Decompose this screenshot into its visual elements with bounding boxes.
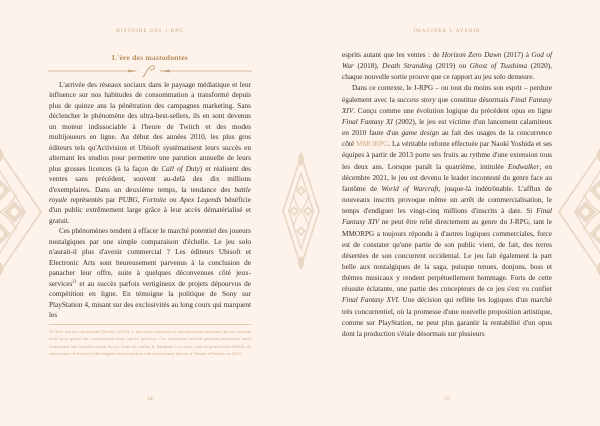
paragraph	[342, 50, 552, 83]
text-run: représentés par	[67, 195, 119, 204]
footnote: 23 Avec son fer représentant Destiny (2014), le jeu-service propose un enrichissement perpétuel de son contenu tarifé pour glaner une communauté aussi captive qu'active. Ces extensions souvent payantes permettent aussi d'entretenir une actualité autour du jeu avant de confier le flambeau à sa suite, mais la gestion très difficile de cette source de fond s'est développée aboutit parfois à de retentissants fiascos, à l'image d'Anthem en 2019.	[49, 329, 251, 357]
text-run: et au succès parfois vertigineux de projets dépourvus de compétition en ligne. En témoigne la politique de Sony sur PlayStation 4, misant sur des exclusivités au long cours qui marquent les	[49, 279, 251, 319]
text-run: (2002), le jeu est victime d'un lancement calamiteux en 2010 faute d'un	[342, 117, 552, 138]
italic-title: Fortnite	[142, 195, 167, 204]
text-run: ou	[166, 195, 180, 204]
text-run: (2019) ou	[432, 62, 470, 71]
text-run: (2020), chaque nouvelle sortie prouve que ce rapport au jeu solo demeure.	[342, 62, 552, 82]
italic-title: Horizon Zero Dawn	[441, 51, 502, 59]
text-run: L'arrivée des réseaux sociaux dans le paysage médiatique et leur influence sur nos habitudes de consommation a transformé depuis plus de quinze ans la pénétration des campagnes marketing. Sans déclencher le phénomène des ultra-best-sellers, ils en sont devenus un moteur indissociable à l'heure de Twitch et des modes multijoueurs en ligne. Au début des années 2010, les plus gros éditeurs tels qu'Activision et Ubisoft systématisent leurs succès en alternant les studios pour permettre une parution annuelle de leurs plus grosses licences (à la façon de	[49, 81, 251, 173]
italic-title: Apex Legends	[179, 195, 222, 204]
italic-title: Final Fantasy XIV	[342, 95, 552, 115]
text-run: , en décembre 2021, le jeu est devenu le leader incontesté du genre face au fantôme de	[342, 162, 553, 193]
text-run: (2018),	[353, 62, 383, 71]
damask-ornament-right-icon	[555, 148, 600, 276]
italic-title: Final Fantasy XIV	[342, 207, 552, 227]
text-run: ,	[137, 195, 143, 204]
italic-title: Endwalker	[507, 162, 540, 171]
italic-title: PUBG	[118, 195, 138, 204]
text-run: . La véritable refonte effectuée par Naoki Yoshida et ses équipes à partir de 2013 porte ses fruits au rythme d'une extension tous les deux ans. Lorsque paraît la quatrième, intitulée	[342, 140, 552, 171]
paragraph	[49, 80, 251, 226]
text-run: esprits autant que les ventes : de	[342, 51, 442, 59]
damask-ornament-left-icon	[0, 148, 45, 276]
body-text-left	[49, 80, 251, 320]
italic-title: World of Warcraft	[381, 184, 439, 193]
running-head-left: HISTOIRE DES J-RPG	[116, 29, 184, 34]
italic-title: success story	[397, 95, 436, 104]
text-run: ) et réalisent des ventes sans précédent, souvent au-delà des dix millions d'exemplaires. Dans un deuxième temps, la tendance des	[49, 164, 251, 194]
text-run: . Conçu comme une évolution logique du précédent opus en ligne	[353, 106, 552, 115]
text-run: , jusque-là indétrônable. L'afflux de nouveaux inscrits provoque même un arrêt de commercialisation, le temps d'endiguer les vingt-cinq millions d'inscrits à date. Si	[342, 184, 552, 216]
footnote-ref: 23	[72, 278, 77, 284]
italic-title: Call of Duty	[161, 164, 200, 173]
italic-title: Final Fantasy XVI	[342, 296, 398, 305]
text-run: . Une décision qui reflète les logiques d'un marché très concurrentiel, où la promesse d'une nouvelle proposition artistique, comme sur PlayStation, ne peut plus garantir la rentabilité d'un opus dont la production s'étale désormais sur plusieurs	[342, 296, 552, 338]
body-text-right	[342, 50, 552, 340]
text-run: bénéficie d'un public extrêmement large grâce à leur accès dématérialisé et gratuit.	[49, 195, 252, 225]
running-head-right: IMAGINER L'AVENIR	[413, 29, 481, 34]
italic-title: God of War	[342, 51, 553, 71]
paragraph	[49, 226, 251, 320]
text-run: (2017) à	[501, 51, 532, 59]
chapter-title: L'ère des mastodontes	[111, 53, 189, 62]
italic-title: Final Fantasy XI	[342, 117, 393, 126]
text-run: Dans ce contexte, le J-RPG – ou tout du moins son esprit – perdure également avec la	[342, 84, 552, 104]
italic-title: Death Stranding	[382, 62, 433, 71]
page-number-right: 55	[444, 396, 450, 402]
scroll-flourish-icon	[48, 64, 252, 78]
text-run: Ces phénomènes tendent à effacer le marché potentiel des joueurs nostalgiques par une simple comparaison d'échelle. Le jeu solo n'aurait-il plus d'avenir commercial ? Les éditeurs Ubisoft et Electronic Arts sont heureusement parvenus à la conclusion de panacher leur offre, suite à quelques déconvenues côté jeux-services	[49, 227, 251, 288]
italic-title: Ghost of Tsushima	[469, 62, 528, 71]
damask-ornament-gutter-icon	[279, 152, 323, 270]
paragraph	[342, 83, 552, 340]
text-run: au fait des usages de la concurrence côté	[342, 129, 552, 149]
text-run: ne peut être relié directement au genre du J-RPG, tant le MMORPG a toujours répondu à d'autres logiques commerciales, force est de constater qu'une partie de son public vient, de fait, des terres désertées de son concurrent occidental. Le jeu fait également la part belle aux nostalgiques de la saga, puisque tenues, donjons, boss et thèmes musicaux y rendent perpétuellement hommage. Forts de cette réussite éclatante, une partie des concepteurs de ce jeu s'est vu confier	[342, 218, 552, 294]
footnote-divider	[49, 324, 251, 325]
italic-title: battle royale	[49, 185, 251, 204]
text-run: MMORPG	[356, 140, 389, 149]
italic-title: game design	[401, 129, 439, 138]
text-run: que constitue désormais	[435, 95, 511, 104]
page-number-left: 54	[147, 396, 153, 402]
